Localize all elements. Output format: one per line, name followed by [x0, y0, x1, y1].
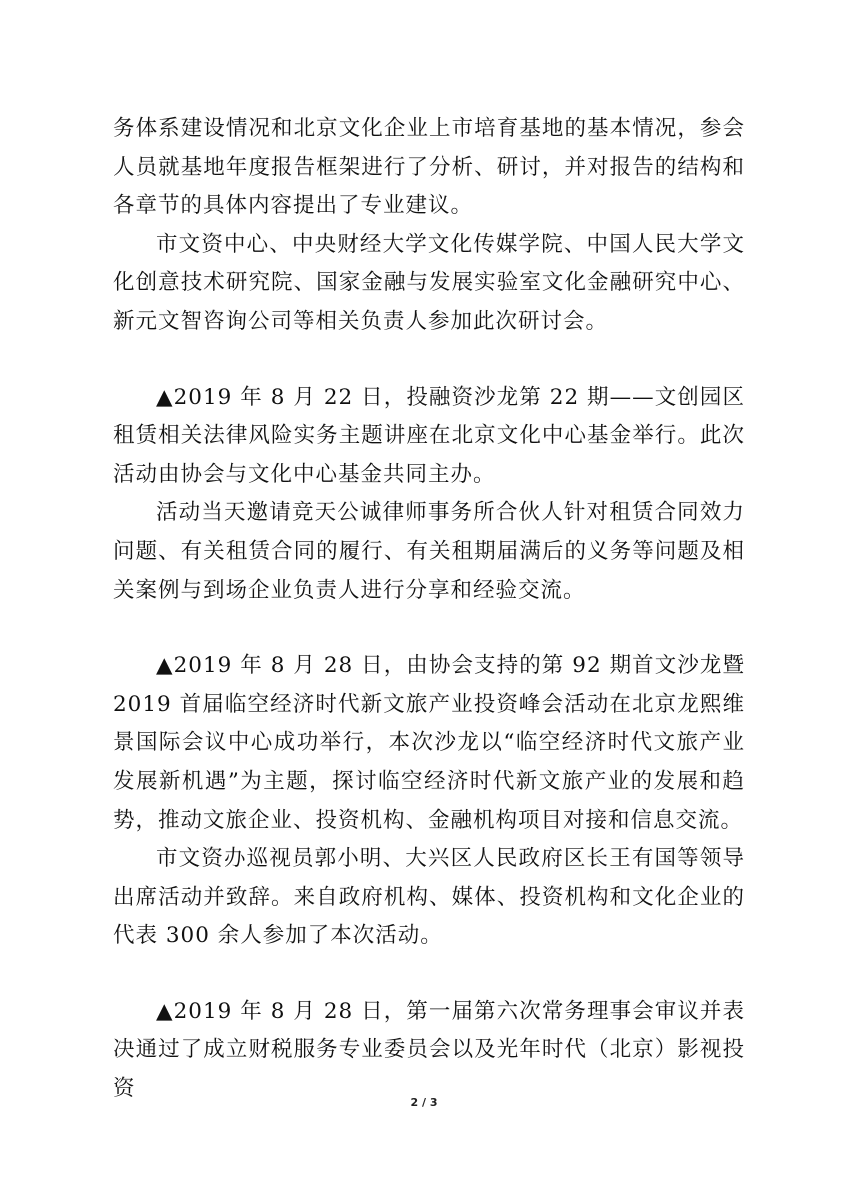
paragraph-event-aug28-salon: ▲2019 年 8 月 28 日，由协会支持的第 92 期首文沙龙暨 2019 首届临空经济时代新文旅产业投资峰会活动在北京龙熙维景国际会议中心成功举行，本次沙龙以“临空经济时代文旅产业发展新机遇”为主题，探讨临空经济时代新文旅产业的发展和趋势，推动文旅企业、投资机构、金融机构项目对接和信息交流。 [113, 653, 745, 833]
section-gap [113, 956, 745, 993]
section-gap [113, 342, 745, 379]
paragraph-event-aug22-detail: 活动当天邀请竞天公诚律师事务所合伙人针对租赁合同效力问题、有关租赁合同的履行、有关租期届满后的义务等问题及相关案例与到场企业负责人进行分享和经验交流。 [113, 500, 745, 603]
section-gap [113, 610, 745, 647]
page-number: 2 / 3 [410, 1096, 438, 1109]
paragraph-event-aug22: ▲2019 年 8 月 22 日，投融资沙龙第 22 期——文创园区租赁相关法律风险实务主题讲座在北京文化中心基金举行。此次活动由协会与文化中心基金共同主办。 [113, 384, 745, 487]
document-body [113, 110, 745, 1109]
paragraph-continuation: 务体系建设情况和北京文化企业上市培育基地的基本情况，参会人员就基地年度报告框架进行了分析、研讨，并对报告的结构和各章节的具体内容提出了专业建议。 [113, 116, 745, 219]
paragraph-event-aug28-salon-detail: 市文资办巡视员郭小明、大兴区人民政府区长王有国等领导出席活动并致辞。来自政府机构、媒体、投资机构和文化企业的代表 300 余人参加了本次活动。 [113, 846, 745, 949]
paragraph-event-aug28-council: ▲2019 年 8 月 28 日，第一届第六次常务理事会审议并表决通过了成立财税服务专业委员会以及光年时代（北京）影视投资 [113, 998, 745, 1102]
paragraph-attendees: 市文资中心、中央财经大学文化传媒学院、中国人民大学文化创意技术研究院、国家金融与发展实验室文化金融研究中心、新元文智咨询公司等相关负责人参加此次研讨会。 [113, 231, 745, 334]
